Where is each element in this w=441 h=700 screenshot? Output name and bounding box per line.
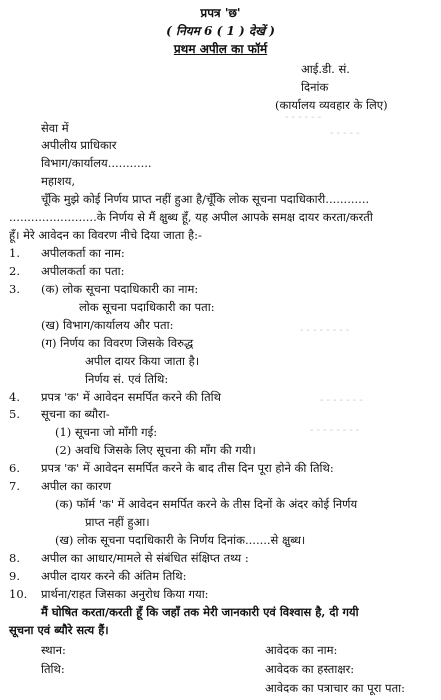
item-number: 1. bbox=[9, 246, 20, 260]
item-number: 8. bbox=[9, 551, 20, 565]
information-details-label: सूचना का ब्यौरा- bbox=[41, 407, 110, 421]
item-number: 4. bbox=[9, 390, 20, 404]
bleed-through-mark: - - - - - - - bbox=[320, 395, 363, 406]
pio-address-label: लोक सूचना पदाधिकारी का पता: bbox=[79, 300, 215, 314]
application-date-label: प्रपत्र 'क' में आवेदन समर्पित करने की तिथि bbox=[41, 390, 221, 404]
intro-line-2: ........................के निर्णय से मैं क्षुब्ध हूँ, यह अपील आपके समक्ष दायर करता/करती bbox=[9, 210, 373, 224]
pio-name-label: (क) लोक सूचना पदाधिकारी का नाम: bbox=[41, 282, 199, 296]
prayer-relief-label: प्रार्थना/राहत जिसका अनुरोध किया गया: bbox=[41, 587, 209, 601]
bleed-through-mark: - - - - - - - - bbox=[310, 425, 360, 436]
decision-number-date-label: निर्णय सं. एवं तिथि: bbox=[85, 372, 169, 386]
office-use-note: (कार्यालय व्यवहार के लिए) bbox=[275, 98, 388, 112]
item-number: 6. bbox=[9, 461, 20, 475]
applicant-signature-label: आवेदक का हस्ताक्षर: bbox=[265, 662, 355, 676]
reason-no-decision-cont: प्राप्त नहीं हुआ। bbox=[85, 515, 150, 529]
thirty-days-date-label: प्रपत्र 'क' में आवेदन समर्पित करने के बाद तीस दिन पूरा होने की तिथि: bbox=[41, 461, 334, 475]
appellant-name-label: अपीलकर्ता का नाम: bbox=[41, 246, 125, 260]
information-sought-label: (1) सूचना जो माँगी गई: bbox=[55, 425, 158, 439]
appellant-address-label: अपीलकर्ता का पता: bbox=[41, 264, 125, 278]
form-label: प्रपत्र 'छ' bbox=[200, 6, 241, 20]
reason-no-decision: (क) फॉर्म 'क' में आवेदन समर्पित करने के तीस दिनों के अंदर कोई निर्णय bbox=[55, 497, 358, 511]
item-number: 7. bbox=[9, 479, 20, 493]
decision-details-label: (ग) निर्णय का विवरण जिसके विरुद्ध bbox=[41, 336, 194, 350]
item-number: 3. bbox=[9, 282, 20, 296]
item-number: 9. bbox=[9, 569, 20, 583]
appellate-authority: अपीलीय प्राधिकार bbox=[41, 138, 117, 152]
place-label: स्थान: bbox=[41, 643, 66, 657]
item-number: 2. bbox=[9, 264, 20, 278]
intro-line-3: हूँ। मेरे आवेदन का विवरण नीचे दिया जाता है:- bbox=[9, 228, 202, 242]
page-title: प्रथम अपील का फॉर्म bbox=[173, 42, 268, 56]
office-date-label: दिनांक bbox=[301, 80, 329, 94]
declaration-line-2: सूचना एवं ब्यौरे सत्य हैं। bbox=[9, 623, 109, 637]
bleed-through-mark: - - - - - bbox=[330, 128, 360, 139]
salutation: महाशय, bbox=[41, 174, 76, 188]
appeal-reason-label: अपील का कारण bbox=[41, 479, 112, 493]
last-date-label: अपील दायर करने की अंतिम तिथि: bbox=[41, 569, 187, 583]
department-address-label: (ख) विभाग/कार्यालय और पता: bbox=[41, 318, 174, 332]
intro-line-1: चूँकि मुझे कोई निर्णय प्राप्त नहीं हुआ है/चूँकि लोक सूचना पदाधिकारी............ bbox=[41, 192, 370, 206]
address-to: सेवा में bbox=[41, 121, 69, 135]
declaration-line-1: मैं घोषित करता/करती हूँ कि जहाँ तक मेरी जानकारी एवं विश्वास है, दी गयी bbox=[41, 605, 359, 619]
rule-reference: ( नियम 6 ( 1 ) देखें ) bbox=[166, 24, 275, 38]
appeal-grounds-label: अपील का आधार/मामले से संबंधित संक्षिप्त तथ्य : bbox=[41, 551, 249, 565]
id-number-label: आई.डी. सं. bbox=[301, 62, 350, 76]
item-number: 5. bbox=[9, 407, 20, 421]
decision-details-cont: अपील दायर किया जाता है। bbox=[85, 354, 200, 368]
date-label: तिथि: bbox=[41, 662, 65, 676]
bleed-through-mark: - - - - - - - - bbox=[300, 325, 350, 336]
applicant-postal-address-label: आवेदक का पत्राचार का पूरा पता: bbox=[265, 681, 405, 695]
bleed-through-mark: - - - - - - bbox=[285, 112, 322, 123]
applicant-name-label: आवेदक का नाम: bbox=[265, 643, 338, 657]
information-period-label: (2) अवधि जिसके लिए सूचना की माँग की गयी। bbox=[55, 443, 256, 457]
item-number: 10. bbox=[9, 587, 28, 601]
reason-aggrieved: (ख) लोक सूचना पदाधिकारी के निर्णय दिनांक.......से क्षुब्ध। bbox=[55, 533, 306, 547]
department-office: विभाग/कार्यालय............ bbox=[41, 156, 152, 170]
